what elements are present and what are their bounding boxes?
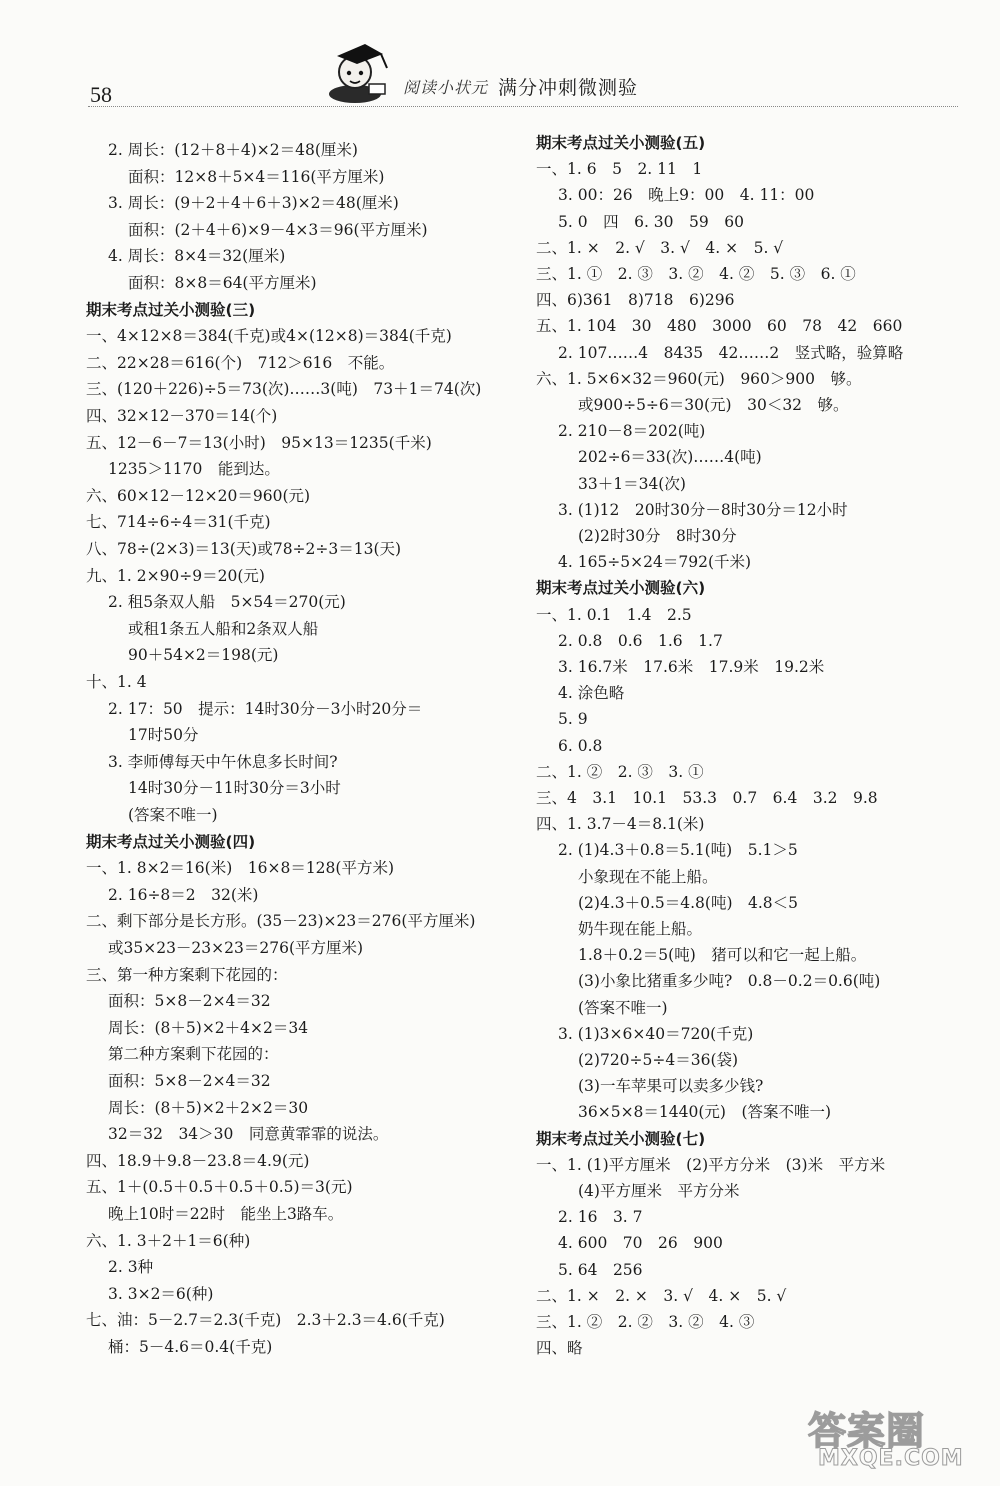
answer-line: 六、60×12－12×20＝960(元) [86,486,311,505]
answer-line: 2. 17：50 提示：14时30分－3小时20分＝ [108,699,423,718]
answer-line: 六、1. 3＋2＋1＝6(种) [86,1231,251,1250]
answer-line: 一、1. 8×2＝16(米) 16×8＝128(平方米) [86,859,394,878]
answer-line: 2. 周长：(12＋8＋4)×2＝48(厘米) [108,141,358,159]
answer-line: 面积：12×8＋5×4＝116(平方厘米) [128,167,385,186]
section-heading: 期末考点过关小测验(五) [536,134,706,152]
brand-logo-text: 阅读小状元 [403,77,489,97]
answer-line: 1235＞1170 能到达。 [108,460,280,479]
mascot-icon [325,42,401,108]
answer-line: 面积：5×8－2×4＝32 [108,992,271,1011]
answer-line: 周长：(8＋5)×2＋4×2＝34 [108,1018,309,1037]
answer-line: 2. 3种 [108,1258,154,1277]
answer-line: (3)小象比猪重多少吨? 0.8－0.2＝0.6(吨) [578,972,881,991]
answer-line: 桶：5－4.6＝0.4(千克) [108,1338,273,1356]
answer-line: 四、略 [536,1339,583,1358]
answer-line: 二、22×28＝616(个) 712＞616 不能。 [86,353,395,372]
answer-line: 或租1条五人船和2条双人船 [128,619,319,638]
answer-line: 5. 0 四 6. 30 59 60 [558,212,744,231]
answer-line: 2. 210－8＝202(吨) [558,422,706,441]
answer-line: 2. (1)4.3＋0.8＝5.1(吨) 5.1＞5 [558,841,798,860]
answer-line: 4. 600 70 26 900 [558,1234,723,1253]
header-divider [88,106,958,107]
answer-line: 三、(120＋226)÷5＝73(次)……3(吨) 73＋1＝74(次) [86,380,482,399]
answer-line: 3. (1)12 20时30分－8时30分＝12小时 [558,500,848,519]
answer-line: 4. 165÷5×24＝792(千米) [558,553,752,572]
answer-line: 2. 0.8 0.6 1.6 1.7 [558,631,723,650]
section-heading: 期末考点过关小测验(四) [86,832,256,851]
answer-line: 二、剩下部分是长方形。(35－23)×23＝276(平方厘米) [86,912,476,931]
answer-line: 17时50分 [128,726,199,745]
answer-line: 六、1. 5×6×32＝960(元) 960＞900 够。 [536,369,862,388]
answer-line: 面积：(2＋4＋6)×9－4×3＝96(平方厘米) [128,220,428,239]
answer-line: 四、32×12－370＝14(个) [86,407,278,425]
answer-line: 九、1. 2×90÷9＝20(元) [86,566,265,585]
watermark-url: MXQE.COM [818,1446,964,1471]
answer-line: 三、1. ① 2. ③ 3. ② 4. ② 5. ③ 6. ① [536,265,856,283]
answer-line: 3. 周长：(9＋2＋4＋6＋3)×2＝48(厘米) [108,194,399,213]
section-heading: 期末考点过关小测验(七) [536,1129,706,1148]
answer-line: (答案不唯一) [128,806,218,824]
answer-line: 五、12－6－7＝13(小时) 95×13＝1235(千米) [86,433,432,452]
answer-line: 三、4 3.1 10.1 53.3 0.7 6.4 3.2 9.8 [536,789,878,807]
answer-line: 5. 64 256 [558,1260,643,1279]
answer-line: 6. 0.8 [558,736,603,755]
answer-line: 七、油：5－2.7＝2.3(千克) 2.3＋2.3＝4.6(千克) [86,1311,445,1330]
answer-line: (2)720÷5÷4＝36(袋) [578,1051,739,1069]
answer-line: 七、714÷6÷4＝31(千克) [86,513,271,532]
answer-line: 八、78÷(2×3)＝13(天)或78÷2÷3＝13(天) [86,540,402,558]
answer-line: 奶牛现在能上船。 [578,920,703,938]
answer-line: 36×5×8＝1440(元) (答案不唯一) [578,1103,832,1122]
section-heading: 期末考点过关小测验(三) [86,300,256,319]
answer-line: 四、18.9＋9.8－23.8＝4.9(元) [86,1151,310,1170]
answer-line: 二、1. ② 2. ③ 3. ① [536,762,704,781]
answer-line: 十、1. 4 [86,673,147,691]
answer-line: 三、1. ② 2. ② 3. ② 4. ③ [536,1313,755,1331]
answer-line: 32＝32 34＞30 同意黄霏霏的说法。 [108,1125,389,1144]
answer-line: 五、1. 104 30 480 3000 60 78 42 660 [536,317,903,336]
answer-line: 一、1. (1)平方厘米 (2)平方分米 (3)米 平方米 [536,1155,886,1174]
header-title: 满分冲刺微测验 [498,76,639,99]
page-number: 58 [90,82,112,107]
answer-line: 小象现在不能上船。 [578,867,718,886]
answer-line: 90＋54×2＝198(元) [128,646,279,665]
answer-line: 一、1. 6 5 2. 11 1 [536,160,703,179]
page-header [325,40,638,110]
answer-line: 二、1. × 2. × 3. √ 4. × 5. √ [536,1286,787,1305]
answer-line: 晚上10时＝22时 能坐上3路车。 [108,1205,344,1223]
answer-line: 一、4×12×8＝384(千克)或4×(12×8)＝384(千克) [86,327,452,346]
answer-line: 面积：5×8－2×4＝32 [108,1072,271,1090]
answer-line: 三、第一种方案剩下花园的： [86,965,288,984]
answer-line: 33＋1＝34(次) [578,474,686,493]
answer-line: 14时30分－11时30分＝3小时 [128,779,341,798]
answer-line: 5. 9 [558,710,588,729]
answer-line: 一、1. 0.1 1.4 2.5 [536,605,692,624]
answer-line: 4. 涂色略 [558,684,625,703]
answer-line: 1.8＋0.2＝5(吨) 猪可以和它一起上船。 [578,946,867,965]
answer-line: 3. (1)3×6×40＝720(千克) [558,1024,754,1043]
answer-line: (2)2时30分 8时30分 [578,527,737,545]
answer-line: 四、6)361 8)718 6)296 [536,291,735,310]
answer-line: 2. 租5条双人船 5×54＝270(元) [108,593,346,612]
answer-line: 五、1＋(0.5＋0.5＋0.5＋0.5)＝3(元) [86,1178,353,1197]
answer-line: 第二种方案剩下花园的： [108,1045,279,1064]
answer-line: 2. 16 3. 7 [558,1208,643,1227]
section-heading: 期末考点过关小测验(六) [536,579,706,598]
answer-line: 3. 00：26 晚上9：00 4. 11：00 [558,186,815,205]
watermark [800,1400,990,1480]
answer-line: 二、1. × 2. √ 3. √ 4. × 5. √ [536,238,784,257]
answer-line: 面积：8×8＝64(平方厘米) [128,274,317,292]
answer-line: 或900÷5÷6＝30(元) 30＜32 够。 [578,396,849,414]
answer-line: 3. 16.7米 17.6米 17.9米 19.2米 [558,658,825,676]
answer-line: 2. 107……4 8435 42……2 竖式略，验算略 [558,343,904,362]
answer-line: 或35×23－23×23＝276(平方厘米) [108,939,364,957]
answer-line: (3)一车苹果可以卖多少钱? [578,1077,764,1096]
answer-line: 3. 李师傅每天中午休息多长时间? [108,752,338,771]
answer-line: 2. 16÷8＝2 32(米) [108,885,259,904]
answer-line: (2)4.3＋0.5＝4.8(吨) 4.8＜5 [578,893,799,912]
answer-line: 周长：(8＋5)×2＋2×2＝30 [108,1098,309,1117]
answer-line: (4)平方厘米 平方分米 [578,1182,740,1200]
answer-line: 3. 3×2＝6(种) [108,1284,214,1303]
answer-line: 202÷6＝33(次)……4(吨) [578,448,762,467]
answer-line: 四、1. 3.7－4＝8.1(米) [536,815,705,834]
watermark-site-name: 答案圈 [808,1409,926,1453]
answer-line: (答案不唯一) [578,998,668,1017]
answer-line: 4. 周长：8×4＝32(厘米) [108,247,286,266]
